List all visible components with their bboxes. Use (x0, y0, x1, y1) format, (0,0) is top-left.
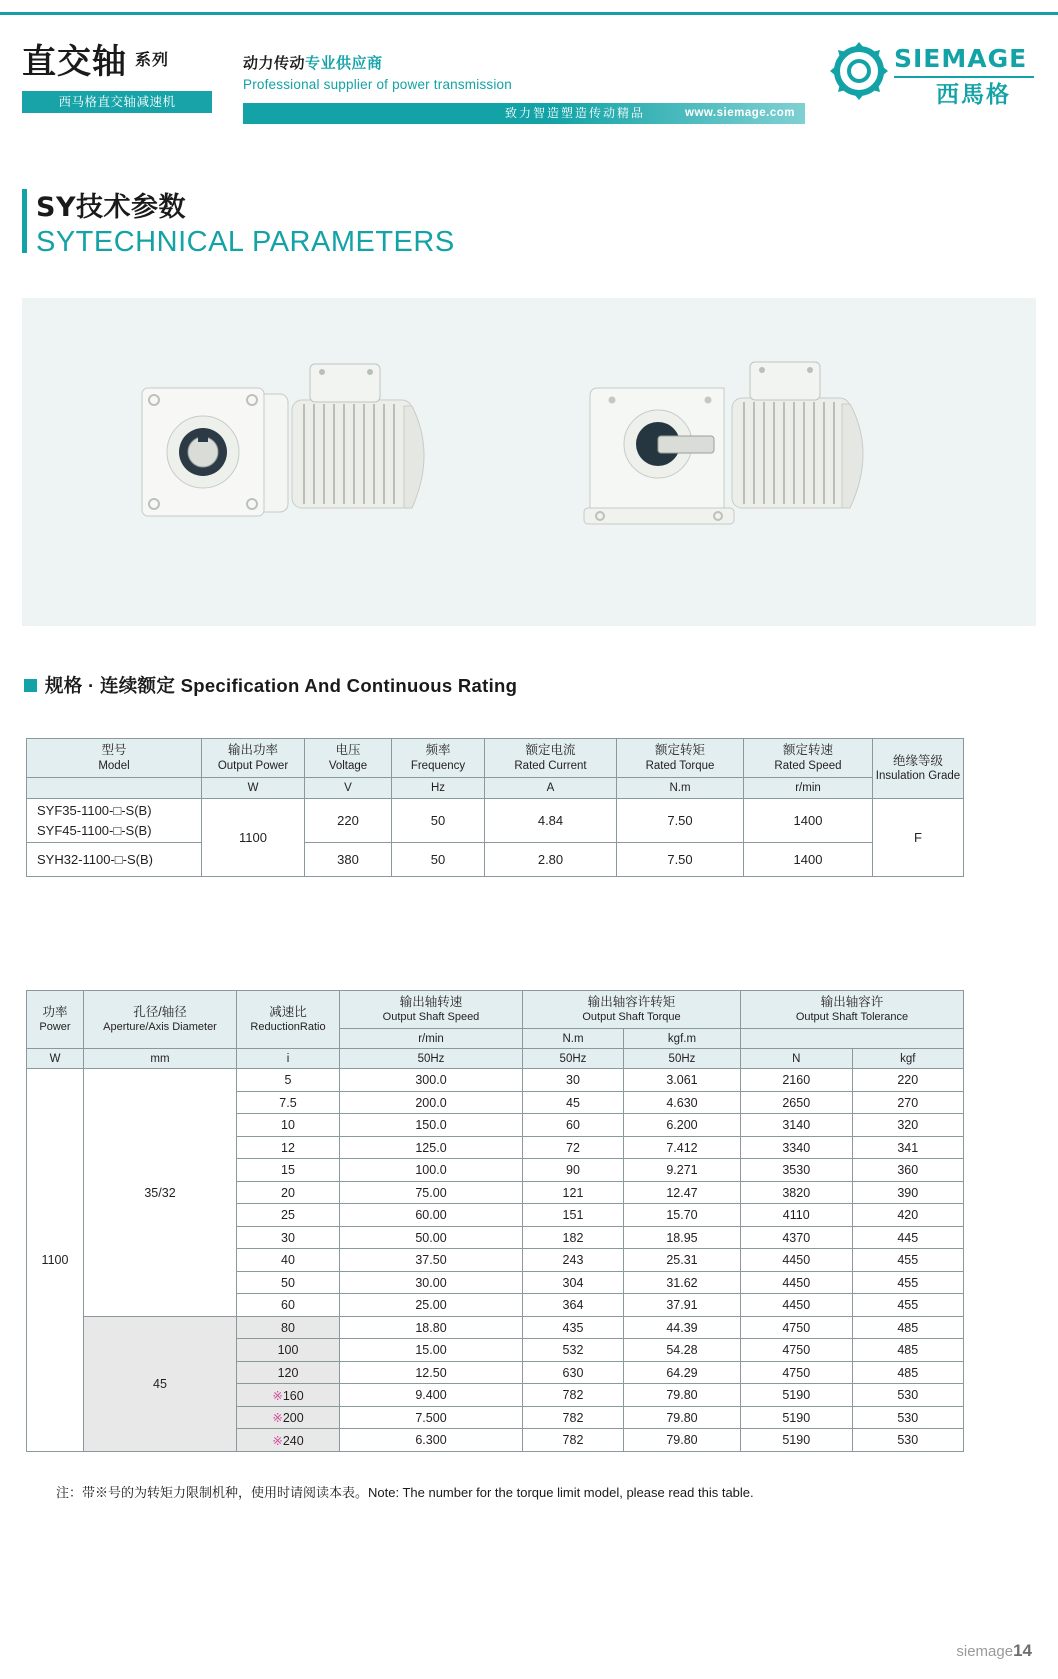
cell-ratio: 15 (237, 1159, 340, 1182)
col-frequency-en: Frequency (410, 759, 466, 772)
unit-aperture: mm (84, 1049, 237, 1069)
cell-tolerance-kgf: 390 (852, 1181, 964, 1204)
unit-torque: N.m (617, 778, 744, 799)
cell-torque-nm: 364 (523, 1294, 624, 1317)
cell-rated-torque: 7.50 (617, 799, 744, 843)
cell-output-power: 1100 (202, 799, 305, 877)
table-unit-row (27, 1049, 964, 1069)
cell-torque-nm: 304 (523, 1271, 624, 1294)
col-rated-speed-en: Rated Speed (774, 759, 842, 772)
cell-torque-kgfm: 54.28 (623, 1339, 740, 1362)
cell-tolerance-kgf: 530 (852, 1406, 964, 1429)
torque-limit-marker-icon: ※ (272, 1388, 283, 1403)
cell-torque-nm: 435 (523, 1316, 624, 1339)
cell-torque-nm: 60 (523, 1114, 624, 1137)
unit-nm-hz: 50Hz (523, 1049, 624, 1069)
gearbox-image-flange-mount (132, 348, 452, 568)
slogan-en: Professional supplier of power transmission (243, 77, 512, 92)
col-power-cn: 功率 (42, 1005, 68, 1019)
sub-tolerance-blank (741, 1029, 964, 1049)
col-frequency-cn: 频率 (425, 743, 451, 757)
cell-torque-kgfm: 18.95 (623, 1226, 740, 1249)
cell-torque-nm: 72 (523, 1136, 624, 1159)
col-output-shaft-torque (523, 991, 741, 1029)
cell-tolerance-n: 4750 (741, 1339, 853, 1362)
logo-wordmark-cn: 西馬格 (936, 81, 1011, 107)
col-insulation-grade-en: Insulation Grade (875, 770, 961, 783)
cell-insulation-grade: F (873, 799, 964, 877)
cell-tolerance-n: 3820 (741, 1181, 853, 1204)
page-footer (956, 1641, 1032, 1661)
cell-speed: 7.500 (340, 1406, 523, 1429)
col-rated-torque-en: Rated Torque (645, 759, 715, 772)
header-top-rule (0, 12, 1058, 15)
cell-tolerance-kgf: 485 (852, 1361, 964, 1384)
cell-torque-nm: 30 (523, 1069, 624, 1092)
cell-torque-kgfm: 12.47 (623, 1181, 740, 1204)
ratio-value: 160 (282, 1388, 304, 1403)
cell-tolerance-kgf: 455 (852, 1271, 964, 1294)
brand-logo (828, 38, 1038, 118)
torque-limit-marker-icon: ※ (272, 1411, 283, 1426)
cell-speed: 12.50 (340, 1361, 523, 1384)
output-shaft-table (26, 990, 964, 1452)
slogan-cn-pre: 动力传动 (243, 55, 306, 72)
col-power (27, 991, 84, 1049)
col-insulation-grade (873, 739, 964, 799)
cell-torque-kgfm: 79.80 (623, 1406, 740, 1429)
section-title-en: SYTECHNICAL PARAMETERS (36, 226, 455, 258)
section-title (22, 185, 455, 259)
header-band (243, 103, 805, 124)
unit-frequency: Hz (392, 778, 485, 799)
cell-torque-kgfm: 6.200 (623, 1114, 740, 1137)
section-title-cn: SY技术参数 (36, 192, 186, 223)
unit-current: A (485, 778, 617, 799)
cell-tolerance-n: 4450 (741, 1271, 853, 1294)
table-header-row (27, 739, 964, 778)
cell-speed: 6.300 (340, 1429, 523, 1452)
product-photo-panel (22, 298, 1036, 626)
cell-speed: 9.400 (340, 1384, 523, 1407)
gearbox-image-foot-mount (562, 348, 892, 568)
cell-speed: 125.0 (340, 1136, 523, 1159)
cell-power: 1100 (27, 1069, 84, 1452)
cell-tolerance-n: 5190 (741, 1429, 853, 1452)
col-rated-torque (617, 739, 744, 778)
cell-torque-kgfm: 4.630 (623, 1091, 740, 1114)
cell-tolerance-n: 3340 (741, 1136, 853, 1159)
cell-tolerance-n: 3140 (741, 1114, 853, 1137)
col-output-shaft-speed-en: Output Shaft Speed (382, 1010, 480, 1023)
cell-tolerance-n: 4450 (741, 1294, 853, 1317)
cell-torque-kgfm: 25.31 (623, 1249, 740, 1272)
cell-tolerance-kgf: 455 (852, 1294, 964, 1317)
cell-torque-nm: 243 (523, 1249, 624, 1272)
unit-power: W (27, 1049, 84, 1069)
unit-kgfm-hz: 50Hz (623, 1049, 740, 1069)
cell-tolerance-n: 4750 (741, 1316, 853, 1339)
cell-ratio: 7.5 (237, 1091, 340, 1114)
page-number: 14 (1013, 1641, 1032, 1660)
col-rated-speed-cn: 额定转速 (782, 743, 833, 757)
cell-tolerance-n: 2160 (741, 1069, 853, 1092)
cell-tolerance-n: 5190 (741, 1406, 853, 1429)
cell-torque-kgfm: 79.80 (623, 1429, 740, 1452)
cell-speed: 37.50 (340, 1249, 523, 1272)
col-reduction-ratio (237, 991, 340, 1049)
cell-tolerance-kgf: 530 (852, 1429, 964, 1452)
cell-model: SYH32-1100-□-S(B) (27, 843, 202, 877)
cell-tolerance-kgf: 341 (852, 1136, 964, 1159)
header-series-cn: 系列 (135, 52, 170, 69)
cell-tolerance-kgf: 485 (852, 1316, 964, 1339)
cell-ratio: 120 (237, 1361, 340, 1384)
cell-torque-nm: 532 (523, 1339, 624, 1362)
cell-tolerance-n: 4110 (741, 1204, 853, 1227)
cell-torque-kgfm: 9.271 (623, 1159, 740, 1182)
cell-tolerance-kgf: 270 (852, 1091, 964, 1114)
cell-speed: 200.0 (340, 1091, 523, 1114)
cell-ratio (237, 1406, 340, 1429)
col-insulation-grade-cn: 绝缘等级 (892, 753, 943, 768)
col-aperture-cn: 孔径/轴径 (133, 1005, 187, 1019)
cell-aperture: 45 (84, 1316, 237, 1451)
col-output-shaft-speed (340, 991, 523, 1029)
spec-heading-text: 规格 · 连续额定 Specification And Continuous Rating (45, 675, 518, 696)
cell-tolerance-kgf: 455 (852, 1249, 964, 1272)
col-output-shaft-tolerance-cn: 输出轴容许 (820, 995, 884, 1009)
cell-rated-torque: 7.50 (617, 843, 744, 877)
table-row (27, 799, 964, 843)
cell-torque-nm: 45 (523, 1091, 624, 1114)
col-aperture-en: Aperture/Axis Diameter (103, 1020, 217, 1033)
col-voltage (305, 739, 392, 778)
cell-speed: 18.80 (340, 1316, 523, 1339)
cell-torque-nm: 121 (523, 1181, 624, 1204)
page-header (0, 0, 1058, 140)
col-output-shaft-tolerance (741, 991, 964, 1029)
cell-voltage: 380 (305, 843, 392, 877)
cell-torque-nm: 151 (523, 1204, 624, 1227)
cell-rated-current: 2.80 (485, 843, 617, 877)
cell-torque-kgfm: 31.62 (623, 1271, 740, 1294)
header-band-cn: 致力智造塑造传动精品 (504, 106, 645, 120)
sub-torque-nm: N.m (523, 1029, 624, 1049)
header-website-link[interactable]: www.siemage.com (685, 107, 795, 119)
cell-speed: 150.0 (340, 1114, 523, 1137)
gear-icon (828, 40, 890, 102)
cell-ratio: 50 (237, 1271, 340, 1294)
cell-ratio: 40 (237, 1249, 340, 1272)
col-reduction-ratio-en: ReductionRatio (250, 1020, 326, 1033)
col-rated-current-cn: 额定电流 (525, 743, 576, 757)
cell-torque-nm: 630 (523, 1361, 624, 1384)
cell-tolerance-kgf: 485 (852, 1339, 964, 1362)
col-rated-current (485, 739, 617, 778)
col-voltage-en: Voltage (328, 759, 368, 772)
cell-tolerance-n: 4450 (741, 1249, 853, 1272)
col-rated-current-en: Rated Current (514, 759, 587, 772)
cell-ratio: 100 (237, 1339, 340, 1362)
cell-speed: 50.00 (340, 1226, 523, 1249)
table-note: 注：带※号的为转矩力限制机种，使用时请阅读本表。Note: The number for the torque limit model, please read this table. (56, 1485, 754, 1500)
cell-torque-kgfm: 3.061 (623, 1069, 740, 1092)
slogan-cn (243, 52, 512, 73)
sub-torque-kgfm: kgf.m (623, 1029, 740, 1049)
cell-torque-kgfm: 64.29 (623, 1361, 740, 1384)
table-row (27, 843, 964, 877)
spec-heading (24, 672, 517, 698)
cell-torque-kgfm: 37.91 (623, 1294, 740, 1317)
cell-frequency: 50 (392, 843, 485, 877)
col-rated-speed (744, 739, 873, 778)
cell-ratio: 12 (237, 1136, 340, 1159)
cell-ratio: 25 (237, 1204, 340, 1227)
col-output-shaft-torque-cn: 输出轴容许转矩 (587, 995, 676, 1009)
cell-tolerance-kgf: 420 (852, 1204, 964, 1227)
unit-voltage: V (305, 778, 392, 799)
ratio-value: 200 (282, 1411, 304, 1426)
cell-torque-nm: 782 (523, 1429, 624, 1452)
cell-speed: 60.00 (340, 1204, 523, 1227)
bullet-square-icon (24, 679, 37, 692)
cell-ratio: 20 (237, 1181, 340, 1204)
continuous-rating-table (26, 738, 964, 877)
section-accent-bar (22, 189, 27, 253)
cell-tolerance-kgf: 530 (852, 1384, 964, 1407)
header-subtitle-bar: 西马格直交轴减速机 (22, 91, 212, 113)
cell-tolerance-n: 4370 (741, 1226, 853, 1249)
cell-tolerance-kgf: 220 (852, 1069, 964, 1092)
torque-limit-marker-icon: ※ (272, 1433, 283, 1448)
cell-rated-speed: 1400 (744, 843, 873, 877)
table-row (27, 1069, 964, 1092)
unit-speed-hz: 50Hz (340, 1049, 523, 1069)
cell-ratio (237, 1384, 340, 1407)
cell-ratio (237, 1429, 340, 1452)
cell-torque-kgfm: 7.412 (623, 1136, 740, 1159)
col-model-cn: 型号 (101, 743, 127, 757)
cell-speed: 25.00 (340, 1294, 523, 1317)
cell-torque-nm: 90 (523, 1159, 624, 1182)
col-output-shaft-speed-cn: 输出轴转速 (399, 995, 463, 1009)
cell-ratio: 10 (237, 1114, 340, 1137)
cell-tolerance-n: 5190 (741, 1384, 853, 1407)
cell-speed: 15.00 (340, 1339, 523, 1362)
unit-ratio: i (237, 1049, 340, 1069)
logo-wordmark: SIEMAGE (894, 44, 1028, 73)
cell-torque-nm: 782 (523, 1384, 624, 1407)
cell-torque-kgfm: 44.39 (623, 1316, 740, 1339)
col-voltage-cn: 电压 (335, 743, 361, 757)
header-title-block (22, 34, 242, 113)
model-line-2: SYF45-1100-□-S(B) (37, 822, 152, 838)
col-model (27, 739, 202, 778)
sub-speed-unit: r/min (340, 1029, 523, 1049)
unit-tolerance-kgf: kgf (852, 1049, 964, 1069)
table-unit-row (27, 778, 964, 799)
col-output-power-cn: 输出功率 (227, 743, 278, 757)
cell-voltage: 220 (305, 799, 392, 843)
cell-torque-kgfm: 79.80 (623, 1384, 740, 1407)
cell-tolerance-kgf: 320 (852, 1114, 964, 1137)
cell-rated-speed: 1400 (744, 799, 873, 843)
unit-power: W (202, 778, 305, 799)
cell-tolerance-n: 2650 (741, 1091, 853, 1114)
header-title-cn: 直交轴 (22, 42, 127, 82)
col-aperture (84, 991, 237, 1049)
cell-tolerance-n: 4750 (741, 1361, 853, 1384)
cell-model (27, 799, 202, 843)
col-power-en: Power (39, 1020, 71, 1033)
ratio-value: 240 (282, 1433, 304, 1448)
col-output-power-en: Output Power (217, 759, 289, 772)
cell-tolerance-n: 3530 (741, 1159, 853, 1182)
cell-rated-current: 4.84 (485, 799, 617, 843)
footer-brand: siemage (956, 1643, 1014, 1660)
col-rated-torque-cn: 额定转矩 (654, 743, 705, 757)
unit-model (27, 778, 202, 799)
slogan-cn-highlight: 专业供应商 (305, 55, 383, 72)
table-header-row (27, 991, 964, 1029)
cell-ratio: 60 (237, 1294, 340, 1317)
header-slogan (243, 52, 512, 92)
cell-speed: 30.00 (340, 1271, 523, 1294)
cell-aperture: 35/32 (84, 1069, 237, 1317)
model-line-1: SYF35-1100-□-S(B) (37, 803, 152, 818)
cell-torque-nm: 782 (523, 1406, 624, 1429)
cell-speed: 75.00 (340, 1181, 523, 1204)
cell-ratio: 5 (237, 1069, 340, 1092)
col-output-power (202, 739, 305, 778)
cell-tolerance-kgf: 445 (852, 1226, 964, 1249)
cell-speed: 100.0 (340, 1159, 523, 1182)
cell-ratio: 30 (237, 1226, 340, 1249)
unit-speed: r/min (744, 778, 873, 799)
cell-torque-kgfm: 15.70 (623, 1204, 740, 1227)
col-output-shaft-tolerance-en: Output Shaft Tolerance (795, 1010, 909, 1023)
cell-ratio: 80 (237, 1316, 340, 1339)
col-output-shaft-torque-en: Output Shaft Torque (582, 1010, 681, 1023)
cell-tolerance-kgf: 360 (852, 1159, 964, 1182)
col-frequency (392, 739, 485, 778)
cell-frequency: 50 (392, 799, 485, 843)
col-model-en: Model (98, 759, 130, 772)
col-reduction-ratio-cn: 减速比 (269, 1005, 307, 1019)
cell-torque-nm: 182 (523, 1226, 624, 1249)
cell-speed: 300.0 (340, 1069, 523, 1092)
table-row (27, 1316, 964, 1339)
unit-tolerance-n: N (741, 1049, 853, 1069)
